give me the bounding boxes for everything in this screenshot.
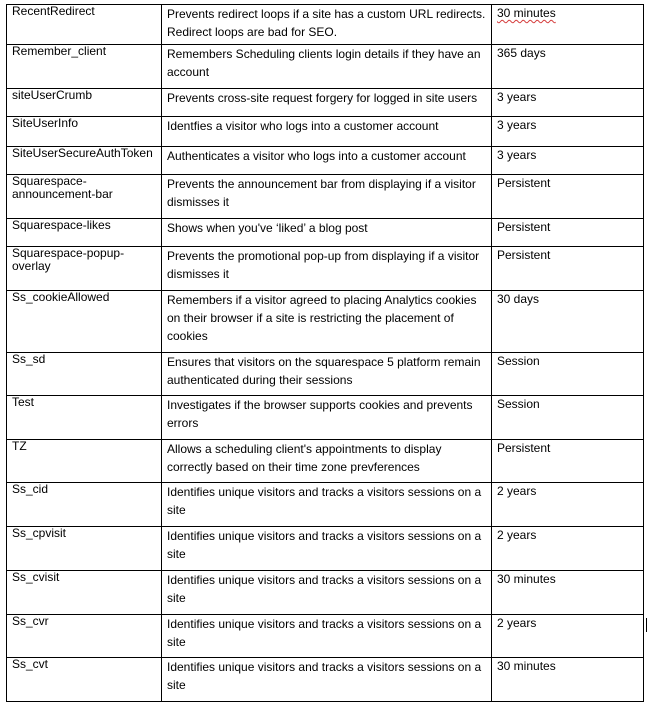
cookie-duration-cell: 2 years	[492, 527, 644, 571]
cookie-name-cell: Remember_client	[7, 45, 162, 89]
table-row	[7, 291, 644, 353]
table-row	[7, 247, 644, 291]
cookie-table	[6, 4, 644, 702]
table-row	[7, 483, 644, 527]
table-row	[7, 5, 644, 45]
table-row	[7, 396, 644, 440]
cookie-duration-cell: 3 years	[492, 89, 644, 117]
cookie-name-cell: Squarespace-likes	[7, 219, 162, 247]
cookie-duration-cell: 30 days	[492, 291, 644, 353]
cookie-duration-cell: Session	[492, 396, 644, 440]
cookie-name-cell: TZ	[7, 440, 162, 483]
cookie-purpose-cell: Identfies a visitor who logs into a customer account	[162, 117, 492, 147]
cookie-duration-cell: 2 years	[492, 615, 644, 658]
table-row	[7, 175, 644, 219]
cookie-name-cell: Ss_sd	[7, 353, 162, 396]
cookie-name-cell: siteUserCrumb	[7, 89, 162, 117]
cookie-duration-cell: 30 minutes	[492, 571, 644, 615]
cookie-name-cell: Test	[7, 396, 162, 440]
text-cursor-mark	[646, 618, 647, 632]
cookie-purpose-cell: Authenticates a visitor who logs into a customer account	[162, 147, 492, 175]
cookie-name-cell: Ss_cvr	[7, 615, 162, 658]
cookie-table-body	[7, 5, 644, 702]
table-row	[7, 658, 644, 702]
cookie-duration-cell: Persistent	[492, 219, 644, 247]
cookie-duration-cell: 2 years	[492, 483, 644, 527]
cookie-name-cell: Squarespace-announcement-bar	[7, 175, 162, 219]
cookie-purpose-cell: Identifies unique visitors and tracks a visitors sessions on a site	[162, 527, 492, 571]
cookie-name-cell: SiteUserSecureAuthToken	[7, 147, 162, 175]
cookie-name-cell: Ss_cvt	[7, 658, 162, 702]
cookie-duration-cell: 30 minutes	[492, 5, 644, 45]
cookie-purpose-cell: Identifies unique visitors and tracks a visitors sessions on a site	[162, 483, 492, 527]
table-row	[7, 147, 644, 175]
cookie-duration-cell: 365 days	[492, 45, 644, 89]
cookie-name-cell: Ss_cvisit	[7, 571, 162, 615]
cookie-duration-cell: 30 minutes	[492, 658, 644, 702]
table-row	[7, 440, 644, 483]
cookie-name-cell: Ss_cid	[7, 483, 162, 527]
cookie-purpose-cell: Identifies unique visitors and tracks a visitors sessions on a site	[162, 658, 492, 702]
table-row	[7, 45, 644, 89]
table-row	[7, 117, 644, 147]
cookie-purpose-cell: Remembers Scheduling clients login details if they have an account	[162, 45, 492, 89]
table-row	[7, 615, 644, 658]
cookie-duration-cell: 3 years	[492, 117, 644, 147]
table-row	[7, 353, 644, 396]
cookie-purpose-cell: Prevents redirect loops if a site has a custom URL redirects. Redirect loops are bad for SEO.	[162, 5, 492, 45]
cookie-purpose-cell: Identifies unique visitors and tracks a visitors sessions on a site	[162, 571, 492, 615]
table-row	[7, 571, 644, 615]
cookie-duration-cell: Session	[492, 353, 644, 396]
cookie-purpose-cell: Remembers if a visitor agreed to placing Analytics cookies on their browser if a site is restricting the placement of cookies	[162, 291, 492, 353]
cookie-name-cell: Ss_cookieAllowed	[7, 291, 162, 353]
cookie-purpose-cell: Prevents the announcement bar from displaying if a visitor dismisses it	[162, 175, 492, 219]
cookie-name-cell: RecentRedirect	[7, 5, 162, 45]
table-row	[7, 527, 644, 571]
cookie-purpose-cell: Shows when you've ‘liked’ a blog post	[162, 219, 492, 247]
cookie-name-cell: Squarespace-popup-overlay	[7, 247, 162, 291]
table-row	[7, 219, 644, 247]
cookie-purpose-cell: Ensures that visitors on the squarespace 5 platform remain authenticated during their sessions	[162, 353, 492, 396]
cookie-purpose-cell: Allows a scheduling client's appointments to display correctly based on their time zone prevferences	[162, 440, 492, 483]
cookie-name-cell: Ss_cpvisit	[7, 527, 162, 571]
cookie-duration-cell: 3 years	[492, 147, 644, 175]
cookie-purpose-cell: Identifies unique visitors and tracks a visitors sessions on a site	[162, 615, 492, 658]
cookie-duration-cell: Persistent	[492, 247, 644, 291]
cookie-duration-cell: Persistent	[492, 175, 644, 219]
cookie-duration-cell: Persistent	[492, 440, 644, 483]
cookie-purpose-cell: Investigates if the browser supports cookies and prevents errors	[162, 396, 492, 440]
cookie-purpose-cell: Prevents cross-site request forgery for logged in site users	[162, 89, 492, 117]
cookie-purpose-cell: Prevents the promotional pop-up from displaying if a visitor dismisses it	[162, 247, 492, 291]
table-row	[7, 89, 644, 117]
cookie-name-cell: SiteUserInfo	[7, 117, 162, 147]
